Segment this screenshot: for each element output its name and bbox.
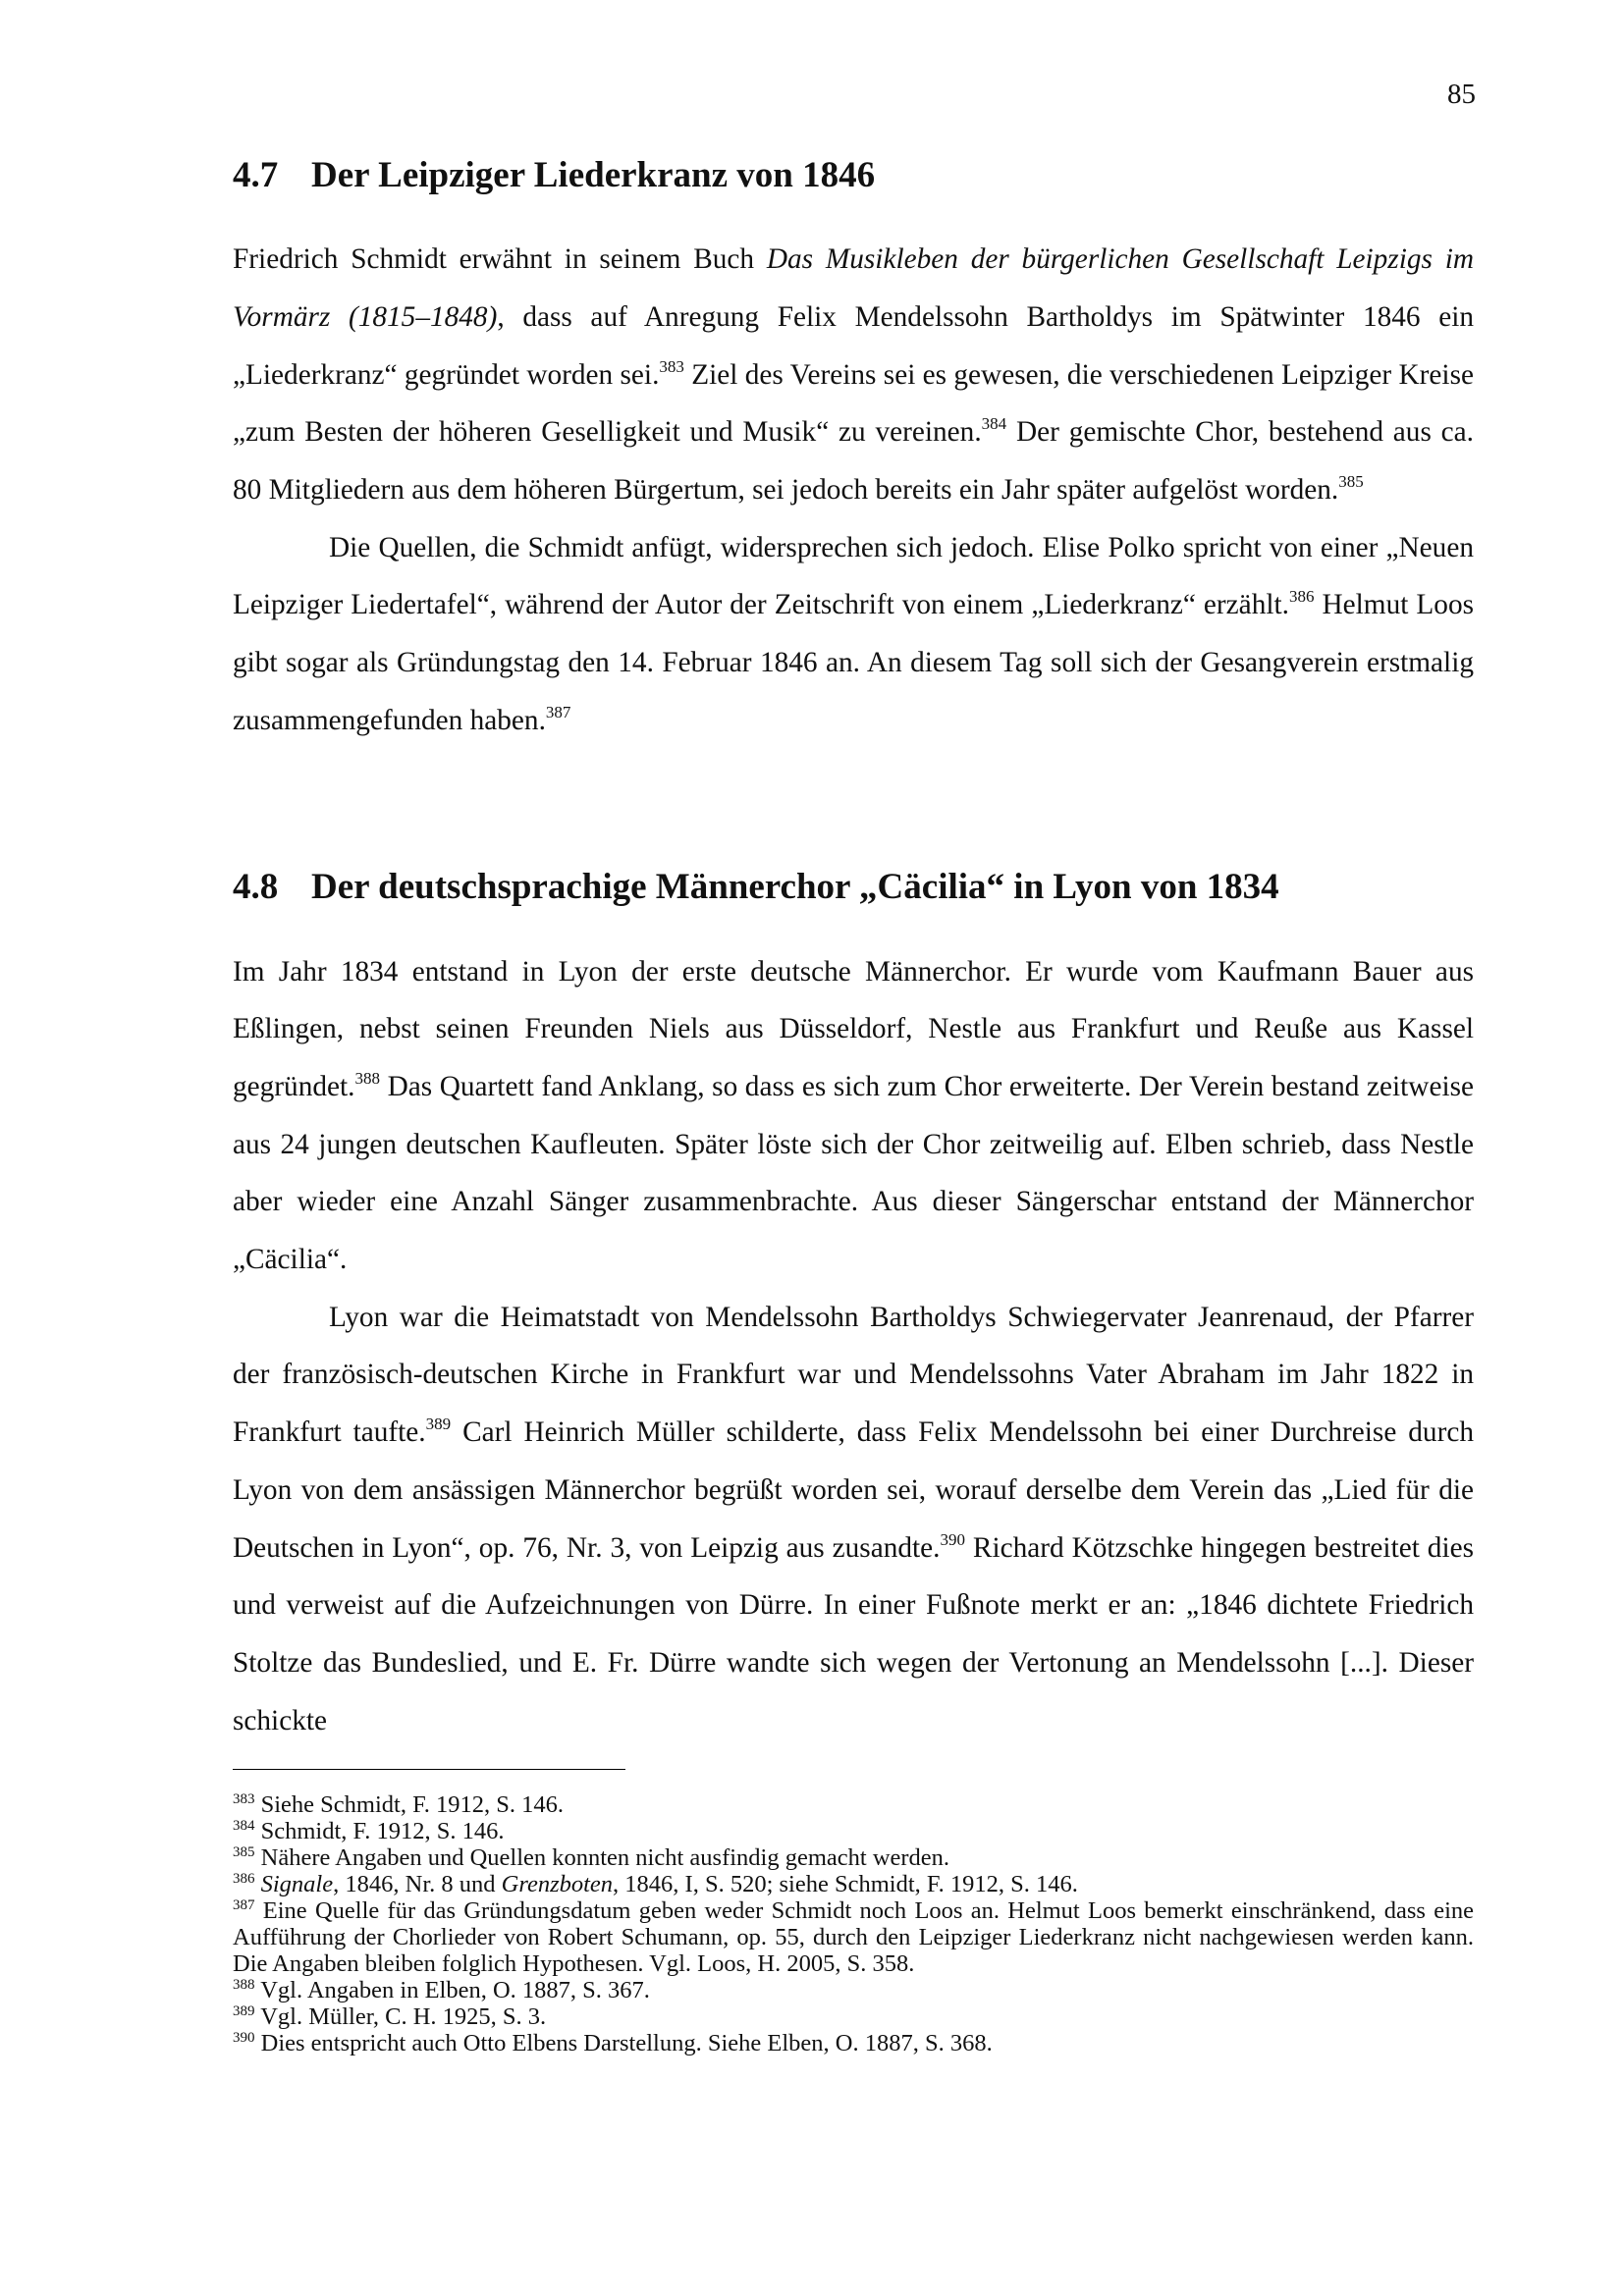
text-run: Im Jahr 1834 entstand in Lyon der erste deutsche Männerchor. Er wurde vom Kaufmann Bauer aus Eßlingen, nebst seinen Freunden Niels aus Düsseldorf, Nestle aus Frankfurt und Reuße aus Kassel gegründet. (233, 955, 1474, 1102)
text-run: Helmut Loos gibt sogar als Gründungstag den 14. Februar 1846 an. An diesem Tag soll sich der Gesangverein erstmalig zusammengefunden haben. (233, 589, 1475, 736)
footnote-ref[interactable]: 390 (940, 1529, 965, 1549)
page-number: 85 (1447, 79, 1476, 110)
footnote-ref[interactable]: 385 (1338, 471, 1364, 491)
footnote-number: 388 (233, 1977, 255, 1994)
footnote-ref[interactable]: 386 (1288, 587, 1315, 607)
footnote-number: 390 (233, 2030, 255, 2047)
section-number: 4.8 (233, 867, 279, 908)
footnote-text: Siehe Schmidt, F. 1912, S. 146. (260, 1791, 565, 1819)
footnote-separator (233, 1769, 625, 1770)
footnote (233, 2003, 1474, 2030)
footnote-number: 385 (233, 1844, 255, 1861)
section-number: 4.7 (233, 155, 279, 195)
journal-title: Signale (260, 1871, 334, 1898)
text-run: Carl Heinrich Müller schilderte, dass Felix Mendelssohn bei einer Durchreise durch Lyon von dem ansässigen Männerchor begrüßt worden sei, worauf derselbe dem Verein das „Lied für die Deutschen in Lyon“, op. 76, Nr. 3, von Leipzig aus zusandte. (233, 1416, 1474, 1564)
text-run: Lyon war die Heimatstadt von Mendelssohn Bartholdys Schwiegervater Jeanrenaud, der Pfarrer der französisch-deutschen Kirche in Frankfurt war und Mendelssohns Vater Abraham im Jahr 1822 in Frankfurt taufte. (233, 1301, 1474, 1449)
footnote-ref[interactable]: 384 (981, 414, 1007, 434)
footnote (233, 1897, 1474, 1977)
footnote-text: Vgl. Müller, C. H. 1925, S. 3. (260, 2003, 547, 2031)
footnote-number: 387 (233, 1897, 255, 1914)
paragraph (233, 231, 1474, 519)
footnote (233, 1818, 1474, 1844)
footnote-ref[interactable]: 383 (659, 356, 684, 376)
footnote-text: Dies entspricht auch Otto Elbens Darstellung. Siehe Elben, O. 1887, S. 368. (260, 2030, 993, 2057)
journal-title: Grenzboten (501, 1871, 614, 1898)
text-run: Richard Kötzschke hingegen bestreitet dies und verweist auf die Aufzeichnungen von Dürre. In einer Fußnote merkt er an: „1846 dichtete Friedrich Stoltze das Bundeslied, und E. Fr. Dürre wandte sich wegen der Vertonung an Mendelssohn [...]. Dieser schickte (233, 1531, 1474, 1736)
text-run: Der gemischte Chor, bestehend aus ca. 80 Mitgliedern aus dem höheren Bürgertum, sei jedoch bereits ein Jahr später aufgelöst worden. (233, 416, 1475, 506)
section-heading (233, 152, 1474, 199)
footnotes (233, 1791, 1474, 2056)
footnote-ref[interactable]: 389 (425, 1415, 452, 1434)
footnote-number: 386 (233, 1871, 255, 1888)
footnote-text: Nähere Angaben und Quellen konnten nicht ausfindig gemacht werden. (260, 1844, 950, 1872)
section-title: Der Leipziger Liederkranz von 1846 (311, 155, 876, 195)
text-run: Das Quartett fand Anklang, so dass es sich zum Chor erweiterte. Der Verein bestand zeitweise aus 24 jungen deutschen Kaufleuten. Später löste sich der Chor zeitweilig auf. Elben schrieb, dass Nestle aber wieder eine Anzahl Sänger zusammenbrachte. Aus dieser Sängerschar entstand der Männerchor „Cäcilia“. (233, 1070, 1474, 1276)
footnote (233, 1977, 1474, 2003)
text-run: Die Quellen, die Schmidt anfügt, widersprechen sich jedoch. Elise Polko spricht von einer „Neuen Leipziger Liedertafel“, während der Autor der Zeitschrift von einem „Liederkranz“ erzählt. (233, 531, 1474, 621)
text-run: Ziel des Vereins sei es gewesen, die verschiedenen Leipziger Kreise „zum Besten der höheren Geselligkeit und Musik“ zu vereinen. (233, 358, 1474, 449)
footnote-text: , 1846, I, S. 520; siehe Schmidt, F. 1912, S. 146. (613, 1871, 1078, 1898)
footnote-text: Schmidt, F. 1912, S. 146. (260, 1818, 505, 1845)
section-title: Der deutschsprachige Männerchor „Cäcilia“ in Lyon von 1834 (311, 867, 1279, 908)
footnote-number: 384 (233, 1818, 255, 1835)
section-heading (233, 864, 1474, 911)
book-title: Das Musikleben der bürgerlichen Gesellschaft Leipzigs im Vormärz (1815–1848) (233, 243, 1475, 333)
footnote-ref[interactable]: 387 (545, 702, 571, 721)
page-body (233, 147, 1474, 2056)
footnote-number: 389 (233, 2003, 255, 2020)
footnote (233, 1871, 1474, 1897)
footnote (233, 1844, 1474, 1871)
footnote-number: 383 (233, 1791, 255, 1808)
footnote-text: , 1846, Nr. 8 und (333, 1871, 502, 1898)
footnote-text: Eine Quelle für das Gründungsdatum geben weder Schmidt noch Loos an. Helmut Loos bemerkt einschränkend, dass eine Aufführung der Chorlieder von Robert Schumann, op. 55, durch den Leipziger Liederkranz nicht nachgewiesen werden kann. Die Angaben bleiben folglich Hypothesen. Vgl. Loos, H. 2005, S. 358. (233, 1897, 1475, 1978)
text-run: , dass auf Anregung Felix Mendelssohn Bartholdys im Spätwinter 1846 ein „Liederkranz“ gegründet worden sei. (233, 300, 1474, 391)
paragraph (233, 1289, 1474, 1750)
footnote (233, 2030, 1474, 2056)
paragraph (233, 943, 1474, 1289)
footnote (233, 1791, 1474, 1818)
footnote-text: Vgl. Angaben in Elben, O. 1887, S. 367. (260, 1977, 650, 2004)
text-run: Friedrich Schmidt erwähnt in seinem Buch (233, 243, 767, 276)
paragraph (233, 519, 1474, 750)
footnote-ref[interactable]: 388 (354, 1068, 380, 1088)
